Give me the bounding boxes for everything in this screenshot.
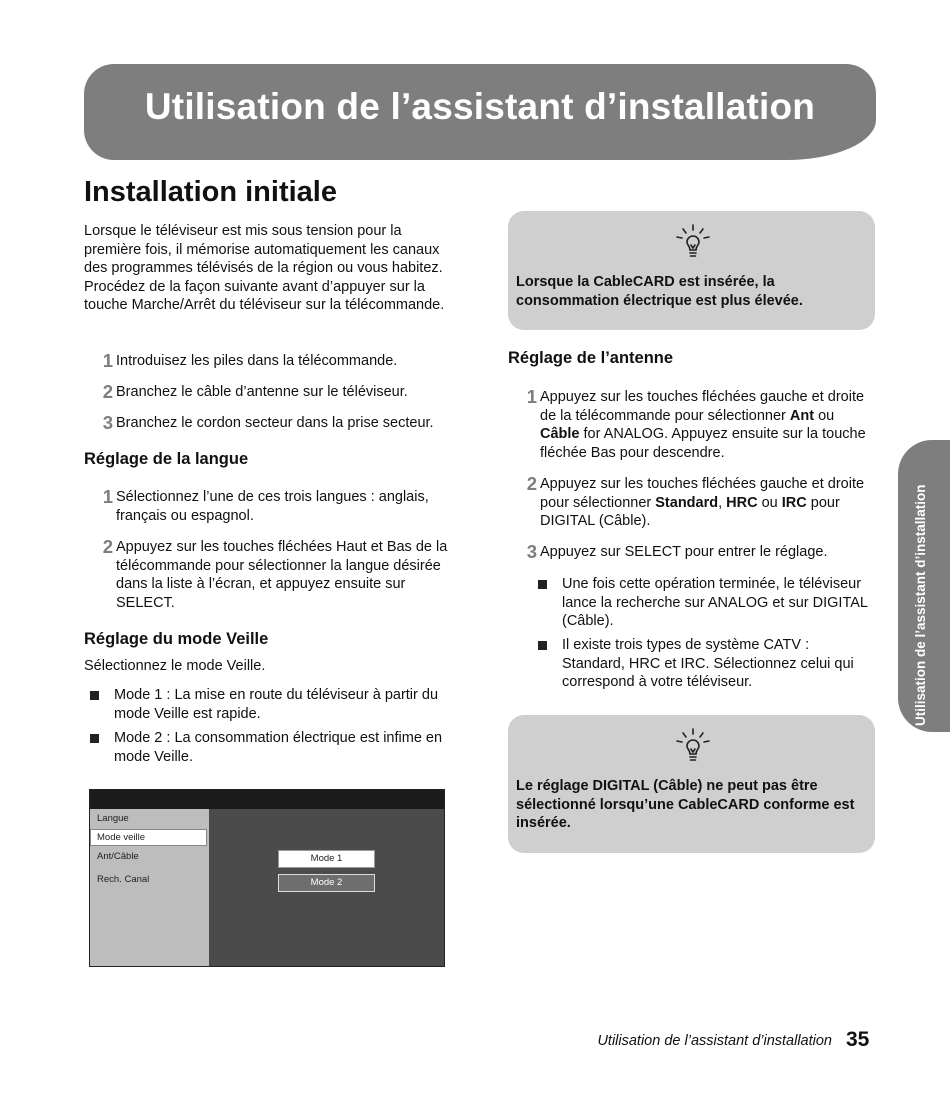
step-text: Sélectionnez l’une de ces trois langues : anglais, français ou espagnol. bbox=[116, 489, 429, 524]
tv-menu-item-rech-canal[interactable]: Rech. Canal bbox=[97, 874, 150, 885]
install-step bbox=[84, 352, 456, 371]
lightbulb-icon bbox=[674, 727, 712, 765]
side-tab-label: Utilisation de l’assistant d’installation bbox=[913, 484, 928, 726]
bullet-text: Une fois cette opération terminée, le téléviseur lance la recherche sur ANALOG et sur DIGITAL (Câble). bbox=[562, 576, 868, 630]
bullet-square-icon bbox=[532, 575, 562, 631]
step-number: 2 bbox=[102, 381, 113, 402]
step-text: Introduisez les piles dans la télécommande. bbox=[116, 353, 398, 369]
page-banner bbox=[84, 64, 876, 160]
langue-step bbox=[84, 488, 456, 525]
tv-menu-screenshot bbox=[89, 789, 445, 967]
section-title: Installation initiale bbox=[84, 176, 337, 208]
veille-intro: Sélectionnez le mode Veille. bbox=[84, 658, 266, 674]
antenne-bullet bbox=[532, 636, 876, 692]
bullet-text: Il existe trois types de système CATV : Standard, HRC et IRC. Sélectionnez celui qui correspond à votre téléviseur. bbox=[562, 637, 854, 691]
step-number: 2 bbox=[526, 473, 537, 494]
step-text: Branchez le cordon secteur dans la prise secteur. bbox=[116, 415, 434, 431]
lightbulb-icon bbox=[674, 223, 712, 261]
tv-menu-item-langue[interactable]: Langue bbox=[97, 813, 129, 824]
tv-menu-topbar bbox=[90, 790, 444, 809]
page-number: 35 bbox=[846, 1028, 870, 1051]
step-number: 1 bbox=[102, 486, 113, 507]
install-step bbox=[84, 383, 456, 402]
tv-menu-item-ant-cable[interactable]: Ant/Câble bbox=[97, 851, 139, 862]
bullet-square-icon bbox=[84, 729, 114, 766]
antenne-step bbox=[508, 475, 876, 531]
step-number: 1 bbox=[102, 350, 113, 371]
bullet-text: Mode 2 : La consommation électrique est infime en mode Veille. bbox=[114, 730, 443, 765]
tv-option-mode-1[interactable]: Mode 1 bbox=[278, 850, 375, 868]
tv-menu-item-mode-veille[interactable]: Mode veille bbox=[97, 832, 146, 843]
bullet-square-icon bbox=[532, 636, 562, 692]
step-number: 3 bbox=[526, 541, 537, 562]
step-text: Branchez le câble d’antenne sur le téléviseur. bbox=[116, 384, 408, 400]
tip-text: Lorsque la CableCARD est insérée, la consommation électrique est plus élevée. bbox=[516, 274, 803, 309]
tv-menu-list bbox=[90, 809, 209, 966]
langue-step bbox=[84, 538, 456, 612]
tip-text: Le réglage DIGITAL (Câble) ne peut pas être sélectionné lorsqu’une CableCARD conforme est insérée. bbox=[516, 778, 855, 832]
tv-option-mode-2[interactable]: Mode 2 bbox=[278, 874, 375, 892]
step-text: Appuyez sur SELECT pour entrer le réglage. bbox=[540, 544, 828, 560]
veille-bullet bbox=[84, 686, 454, 723]
step-number: 3 bbox=[102, 412, 113, 433]
tip-box bbox=[508, 715, 875, 853]
veille-bullet bbox=[84, 729, 454, 766]
footer-title: Utilisation de l’assistant d’installation bbox=[597, 1033, 832, 1049]
step-text: Appuyez sur les touches fléchées Haut et Bas de la télécommande pour sélectionner la langue désirée dans la liste à l’écran, et appuyez ensuite sur SELECT. bbox=[116, 539, 448, 611]
step-number: 1 bbox=[526, 386, 537, 407]
step-text: Appuyez sur les touches fléchées gauche et droite de la télécommande pour sélectionner Ant ou Câble for ANALOG. Appuyez ensuite sur la touche fléchée Bas pour descendre. bbox=[540, 389, 866, 461]
veille-heading: Réglage du mode Veille bbox=[84, 630, 269, 648]
step-text: Appuyez sur les touches fléchées gauche et droite pour sélectionner Standard, HRC ou IRC pour DIGITAL (Câble). bbox=[540, 476, 865, 530]
bullet-text: Mode 1 : La mise en route du téléviseur à partir du mode Veille est rapide. bbox=[114, 687, 439, 722]
antenne-heading: Réglage de l’antenne bbox=[508, 349, 674, 367]
tip-box bbox=[508, 211, 875, 330]
step-number: 2 bbox=[102, 536, 113, 557]
langue-heading: Réglage de la langue bbox=[84, 450, 249, 468]
antenne-bullet bbox=[532, 575, 876, 631]
intro-paragraph: Lorsque le téléviseur est mis sous tension pour la première fois, il mémorise automatiquement les canaux des programmes télévisés de la région ou vous habitez. Procédez de la façon suivante avant d’appuyer sur la touche Marche/Arrêt du téléviseur sur la télécommande. bbox=[84, 223, 445, 314]
page-banner-title: Utilisation de l’assistant d’installation bbox=[144, 86, 816, 127]
bullet-square-icon bbox=[84, 686, 114, 723]
antenne-step bbox=[508, 543, 876, 562]
install-step bbox=[84, 414, 456, 433]
antenne-step bbox=[508, 388, 876, 462]
